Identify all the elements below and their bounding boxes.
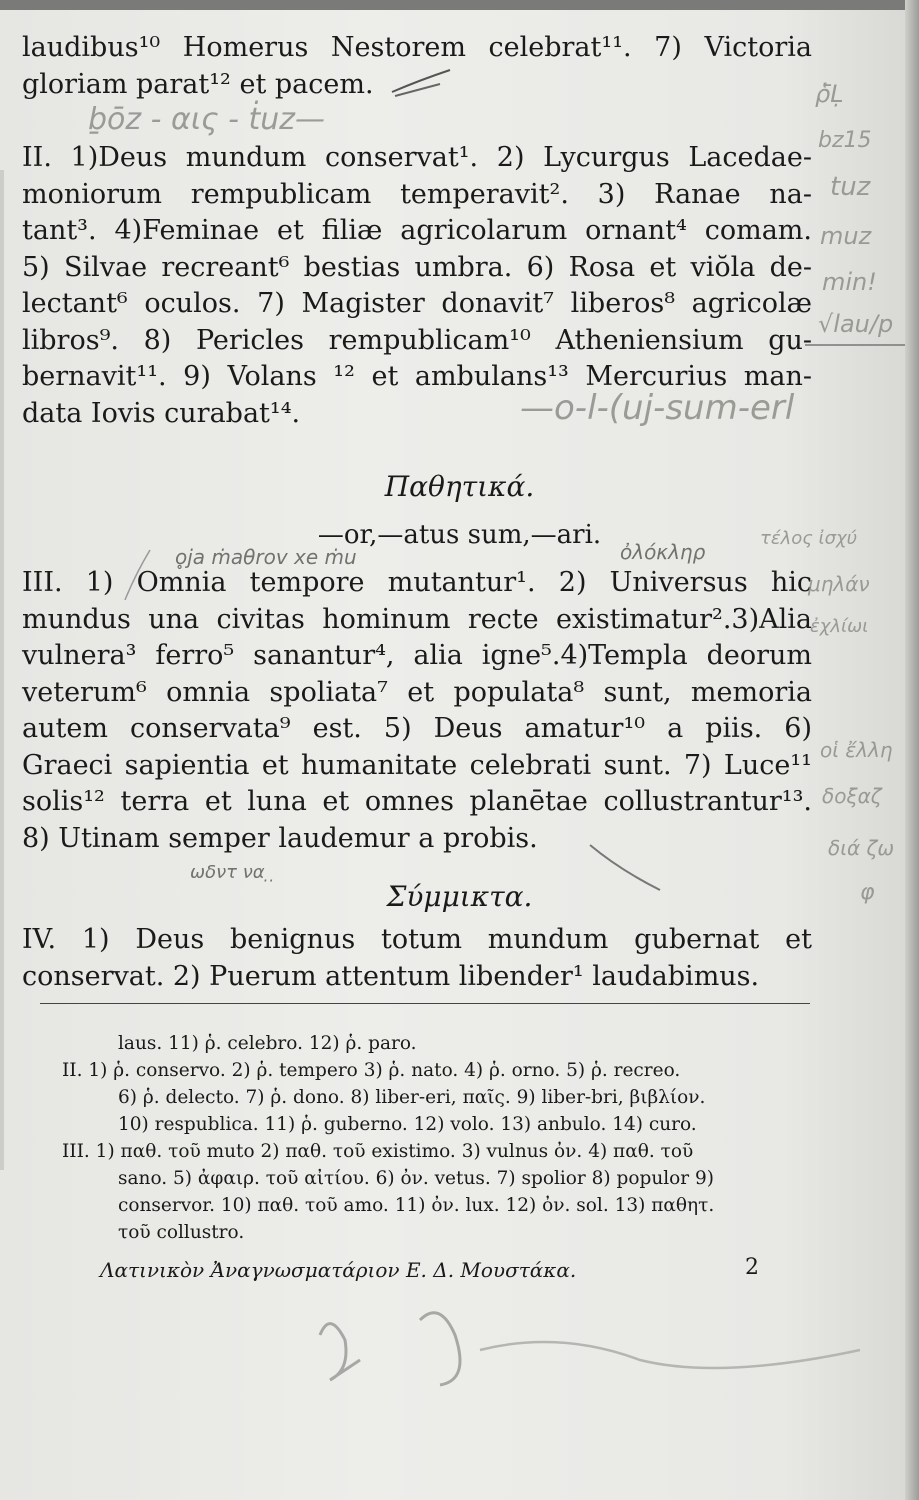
text-line: vulnera³ ferro⁵ sanantur⁴, alia igne⁵.4)Templa deorum xyxy=(22,640,812,671)
text-line: III. 1) Omnia tempore mutantur¹. 2) Universus hic xyxy=(22,567,812,598)
text-line: autem conservata⁹ est. 5) Deus amatur¹⁰ a piis. 6) xyxy=(22,713,812,744)
text-line: Graeci sapientia et humanitate celebrati sunt. 7) Luce¹¹ xyxy=(22,749,812,781)
pencil-note: οἱ ἔλλη xyxy=(820,738,893,762)
heading-passive: Παθητικά. xyxy=(384,470,535,503)
text-line: II. 1)Deus mundum conservat¹. 2) Lycurgus Lacedae- xyxy=(22,142,812,173)
text-line: bernavit¹¹. 9) Volans ¹² et ambulans¹³ Mercurius man- xyxy=(22,361,812,392)
footnote-line: 10) respublica. 11) ῥ. guberno. 12) volo. 13) anbulo. 14) curo. xyxy=(118,1114,697,1135)
text-line: 5) Silvae recreant⁶ bestias umbra. 6) Rosa et viŏla de- xyxy=(22,251,812,283)
pencil-note: ḇōz - αις - ṫuz— xyxy=(88,102,325,137)
pencil-note: —o-l-(uj-sum-erl xyxy=(520,388,795,428)
pencil-note: ἐχλίωι xyxy=(810,616,869,637)
footnote-line: τοῦ collustro. xyxy=(118,1222,245,1243)
footnote-line: sano. 5) ἀφαιρ. τοῦ αἰτίου. 6) ὀν. vetus. 7) spolior 8) populor 9) xyxy=(118,1168,715,1189)
pencil-note: muz xyxy=(820,222,872,250)
text-line: libros⁹. 8) Pericles rempublicam¹⁰ Atheniensium gu- xyxy=(22,324,812,356)
running-footer: Λατινικὸν Ἀναγνωσματάριον Ε. Δ. Μουστάκα. xyxy=(100,1258,577,1282)
text-line: 8) Utinam semper laudemur a probis. xyxy=(22,822,538,854)
pencil-note: φ xyxy=(860,880,875,905)
pencil-note: o̥ja ṁaθrov xe ṁu xyxy=(175,545,357,569)
pencil-note: ωδντ να ̣ ̣ xyxy=(190,862,277,883)
text-line: gloriam parat¹² et pacem. xyxy=(22,68,374,100)
text-line: tant³. 4)Feminae et filiæ agricolarum ornant⁴ comam. xyxy=(22,215,812,246)
pencil-note: μηλάν xyxy=(808,572,870,596)
page-number: 2 xyxy=(745,1255,759,1280)
text-line: data Iovis curabat¹⁴. xyxy=(22,397,301,429)
text-line: mundus una civitas hominum recte existimatur².3)Alia xyxy=(22,603,812,635)
pencil-note: bz15 xyxy=(818,128,872,153)
text-line: solis¹² terra et luna et omnes planētae collustrantur¹³. xyxy=(22,786,812,817)
footnote-line: III. 1) παθ. τοῦ muto 2) παθ. τοῦ existimo. 3) vulnus ὀν. 4) παθ. τοῦ xyxy=(62,1141,694,1162)
heading-mixed: Σύμμικτα. xyxy=(386,880,533,913)
text-line: laudibus¹⁰ Homerus Nestorem celebrat¹¹. 7) Victoria xyxy=(22,32,812,63)
pencil-note: ὀλόκληρ xyxy=(620,540,706,564)
pencil-note: √lau/p xyxy=(818,310,894,338)
text-line: moniorum rempublicam temperavit². 3) Ranae na- xyxy=(22,178,812,210)
footnote-line: conservor. 10) παθ. τοῦ amo. 11) ὀν. lux. 12) ὀν. sol. 13) παθητ. xyxy=(118,1195,715,1216)
footnote-line: laus. 11) ῥ. celebro. 12) ῥ. paro. xyxy=(118,1033,417,1054)
footnote-line: II. 1) ῥ. conservo. 2) ῥ. tempero 3) ῥ. nato. 4) ῥ. orno. 5) ῥ. recreo. xyxy=(62,1060,681,1081)
text-line: IV. 1) Deus benignus totum mundum gubernat et xyxy=(22,924,812,955)
pencil-note: δοξαζ xyxy=(822,784,882,808)
pencil-note: τέλος ἰσχύ xyxy=(760,528,858,549)
footnote-line: 6) ῥ. delecto. 7) ῥ. dono. 8) liber-eri, παῖς. 9) liber-bri, βιβλίον. xyxy=(118,1087,706,1108)
pencil-note: διά ζω xyxy=(828,836,895,860)
pencil-note: tuz xyxy=(830,172,871,202)
text-line: lectant⁶ oculos. 7) Magister donavit⁷ liberos⁸ agricolæ xyxy=(22,288,812,319)
text-line: veterum⁶ omnia spoliata⁷ et populata⁸ sunt, memoria xyxy=(22,676,812,708)
passive-endings: —or,—atus sum,—ari. xyxy=(317,520,602,550)
text-line: conservat. 2) Puerum attentum libender¹ laudabimus. xyxy=(22,960,760,992)
pencil-note: min! xyxy=(822,268,877,296)
pencil-note: ῥ̄Ḷ xyxy=(815,80,844,108)
